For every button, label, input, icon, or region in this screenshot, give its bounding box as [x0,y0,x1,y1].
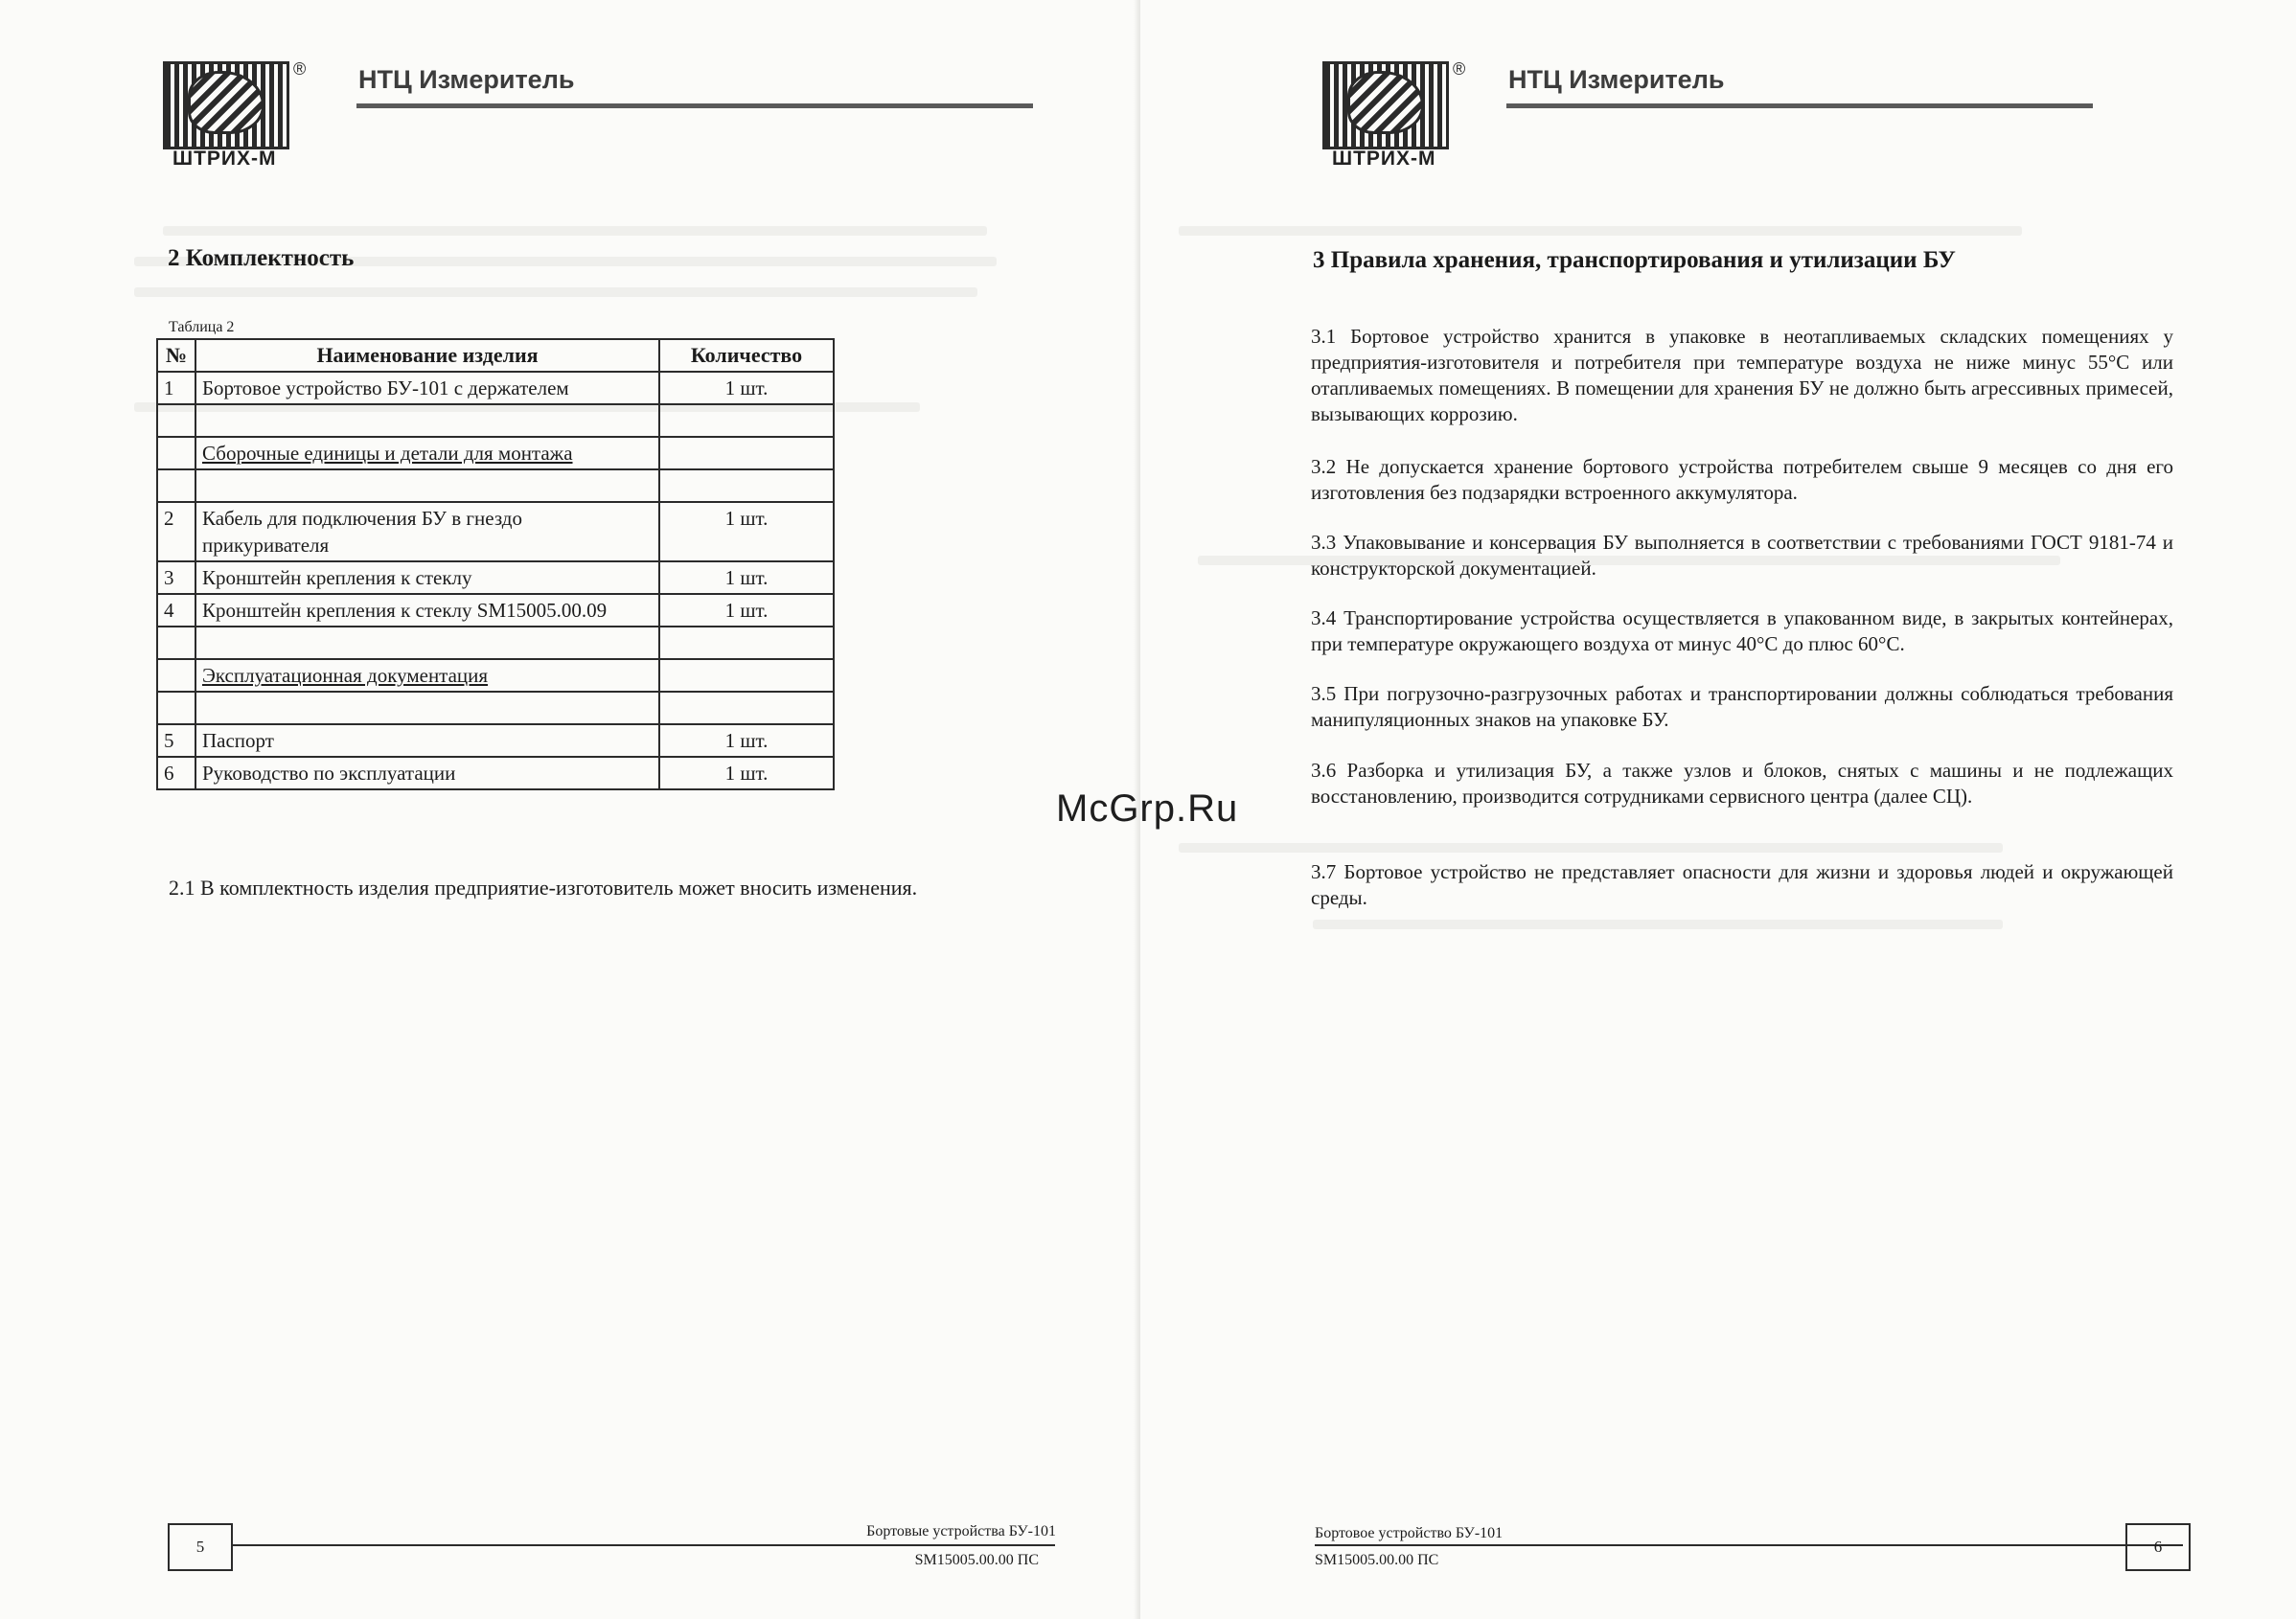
page-number: 6 [2153,1538,2163,1556]
page-number: 5 [195,1538,205,1556]
footer-doc-title: Бортовые устройства БУ-101 [866,1523,1056,1539]
header-rule [1506,103,2093,108]
cell-name: Кабель для подключения БУ в гнездо прикуривателя [195,502,659,561]
show-through [163,226,987,236]
subsection-heading: Эксплуатационная документация [195,659,659,692]
registered-mark: ® [1453,59,1466,79]
header-name: Наименование изделия [195,339,659,372]
section-title-3: 3 Правила хранения, транспортирования и утилизации БУ [1313,247,1956,273]
page-right [1140,0,2296,1619]
cell-num: 1 [157,372,195,404]
cell-qty: 1 шт. [659,757,834,789]
show-through [134,287,977,297]
logo-text: ШТРИХ-М [172,148,277,170]
paragraph-3-6: 3.6 Разборка и утилизация БУ, а также узлов и блоков, снятых с машины и не подлежащих восстановлению, производится сотрудниками сервисного центра (далее СЦ). [1311,759,2173,808]
show-through [1179,226,2022,236]
cell-num [157,437,195,469]
cell-qty [659,404,834,437]
section-title-2: 2 Комплектность [168,245,355,271]
cell-name [195,692,659,724]
paragraph-3-5: 3.5 При погрузочно-разгрузочных работах и транспортировании должны соблюдаться требования манипуляционных знаков на упаковке БУ. [1311,682,2173,731]
header-qty: Количество [659,339,834,372]
paragraph-3-1: 3.1 Бортовое устройство хранится в упаковке в неотапливаемых складских помещениях у предприятия-изготовителя и потребителя при температуре воздуха не ниже минус 55°С или отапливаемых помещениях. В помещении для хранения БУ не должно быть агрессивных примесей, вызывающих коррозию. [1311,325,2173,425]
cell-name: Кронштейн крепления к стеклу [195,561,659,594]
table-row [157,594,834,627]
cell-name: Бортовое устройство БУ-101 с держателем [195,372,659,404]
table-row [157,724,834,757]
company-name: НТЦ Измеритель [1508,65,1725,94]
shtrih-m-logo [1322,59,1466,170]
completeness-note: 2.1 В комплектность изделия предприятие-изготовитель может вносить изменения. [169,876,918,900]
cell-num [157,627,195,659]
footer-doc-code: SM15005.00.00 ПС [1315,1552,1439,1568]
paragraph-3-3: 3.3 Упаковывание и консервация БУ выполняется в соответствии с требованиями ГОСТ 9181-74 и конструкторской документацией. [1311,531,2173,580]
cell-num: 2 [157,502,195,561]
registered-mark: ® [293,59,307,79]
table-row [157,561,834,594]
cell-name: Паспорт [195,724,659,757]
page-number-box [2125,1523,2191,1571]
watermark-text: McGrp.Ru [1056,787,1239,830]
table-row [157,437,834,469]
cell-num: 6 [157,757,195,789]
table-row [157,469,834,502]
table-caption: Таблица 2 [169,319,235,335]
cell-qty: 1 шт. [659,724,834,757]
page-left [0,0,1140,1619]
cell-qty: 1 шт. [659,561,834,594]
table-row [157,627,834,659]
paragraph-3-4: 3.4 Транспортирование устройства осуществляется в упакованном виде, в закрытых контейнерах, при температуре окружающего воздуха от минус 40°С до плюс 60°С. [1311,606,2173,655]
header-num: № [157,339,195,372]
cell-num: 3 [157,561,195,594]
cell-num: 4 [157,594,195,627]
table-row [157,659,834,692]
cell-num [157,404,195,437]
cell-name: Руководство по эксплуатации [195,757,659,789]
cell-qty [659,437,834,469]
table-row [157,692,834,724]
page-number-box [168,1523,233,1571]
cell-qty [659,692,834,724]
cell-num [157,469,195,502]
paragraph-3-7: 3.7 Бортовое устройство не представляет опасности для жизни и здоровья людей и окружающей среды. [1311,860,2173,909]
cell-num [157,659,195,692]
cell-name: Кронштейн крепления к стеклу SM15005.00.09 [195,594,659,627]
cell-qty [659,469,834,502]
header-rule [356,103,1033,108]
footer-doc-code: SM15005.00.00 ПС [914,1552,1039,1568]
cell-qty: 1 шт. [659,372,834,404]
show-through [1179,843,2003,853]
logo-text: ШТРИХ-М [1332,148,1436,170]
paragraph-3-2: 3.2 Не допускается хранение бортового устройства потребителем свыше 9 месяцев со дня его изготовления без подзарядки встроенного аккумулятора. [1311,455,2173,504]
cell-qty: 1 шт. [659,502,834,561]
cell-name [195,627,659,659]
table-row [157,502,834,561]
table-row [157,404,834,437]
footer-rule [1315,1544,2183,1546]
company-name: НТЦ Измеритель [358,65,575,94]
cell-num: 5 [157,724,195,757]
subsection-heading: Сборочные единицы и детали для монтажа [195,437,659,469]
show-through [1313,920,2003,929]
cell-num [157,692,195,724]
cell-qty [659,659,834,692]
cell-qty: 1 шт. [659,594,834,627]
cell-name [195,404,659,437]
table-row [157,757,834,789]
table-header-row [157,339,834,372]
completeness-table [156,338,835,790]
shtrih-m-logo [163,59,307,170]
cell-name [195,469,659,502]
cell-qty [659,627,834,659]
footer-rule [233,1544,1055,1546]
table-row [157,372,834,404]
footer-doc-title: Бортовое устройство БУ-101 [1315,1525,1504,1541]
